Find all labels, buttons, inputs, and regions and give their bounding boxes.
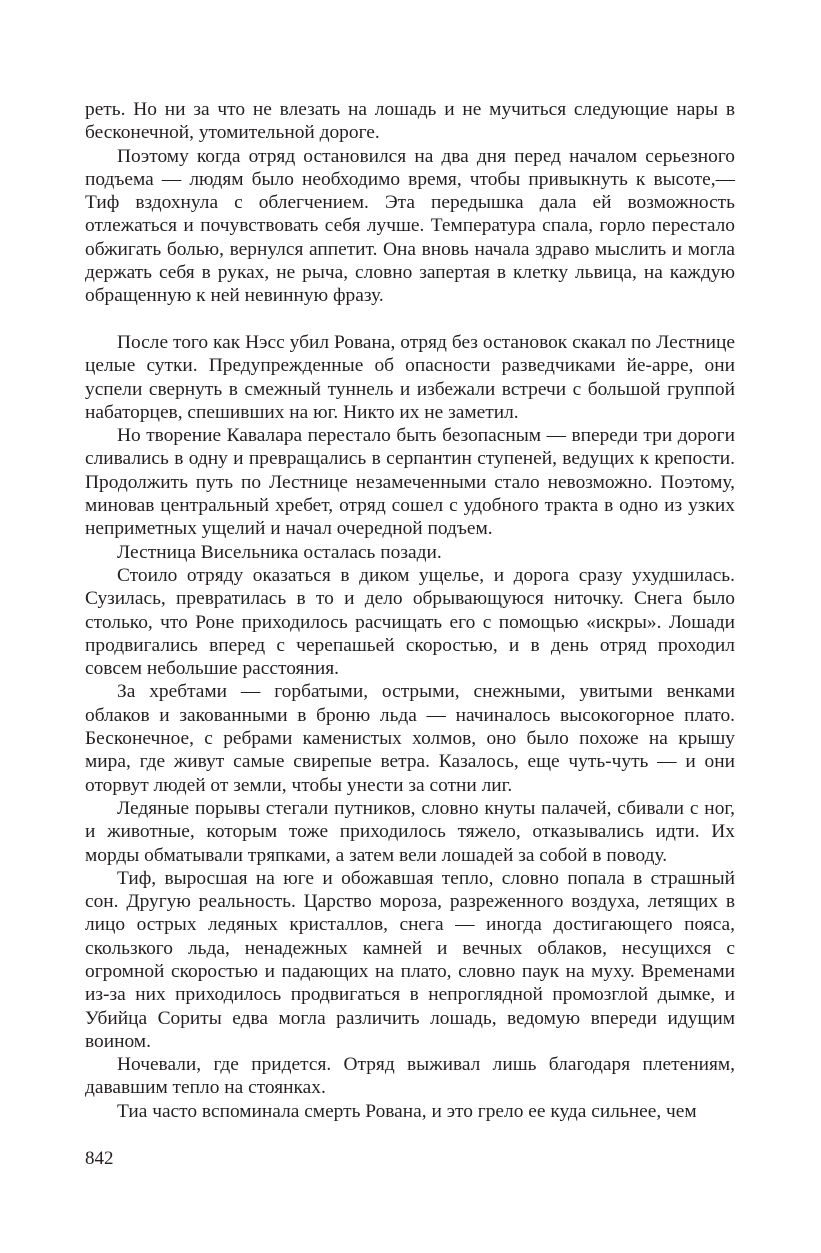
paragraph: Но творение Кавалара перестало быть безопасным — впереди три дороги сливались в одну и превращались в серпантин ступеней, ведущих к крепости. Продолжить путь по Лестнице незамеченными стало невозможно. Поэтому, миновав центральный хребет, отряд сошел с удобного тракта в одно из узких неприметных ущелий и начал очередной подъем. bbox=[85, 425, 735, 540]
paragraph: Тиф, выросшая на юге и обожавшая тепло, словно попала в страшный сон. Другую реальность. Царство мороза, разреженного воздуха, летящих в лицо острых ледяных кристаллов, снега — иногда достигающего пояса, скользкого льда, ненадежных камней и вечных облаков, несущихся с огромной скоростью и падающих на плато, словно паук на муху. Временами из-за них приходилось продвигаться в непроглядной промозглой дымке, и Убийца Сориты едва могла различить лошадь, ведомую впереди идущим воином. bbox=[85, 867, 735, 1052]
body-text bbox=[85, 98, 735, 1123]
paragraph: После того как Нэсс убил Рована, отряд без остановок скакал по Лестнице целые сутки. Предупрежденные об опасности разведчиками йе-арре, они успели свернуть в смежный туннель и избежали встречи с большой группой набаторцев, спешивших на юг. Никто их не заметил. bbox=[85, 331, 735, 423]
paragraph: реть. Но ни за что не влезать на лошадь и не мучиться следующие нары в бесконечной, утомительной дороге. bbox=[85, 99, 735, 144]
page-number: 842 bbox=[85, 1148, 114, 1169]
paragraph: За хребтами — горбатыми, острыми, снежными, увитыми венками облаков и закованными в броню льда — начиналось высокогорное плато. Бесконечное, с ребрами каменистых холмов, оно было похоже на крышу мира, где живут самые свирепые ветра. Казалось, еще чуть-чуть — и они оторвут людей от земли, чтобы унести за сотни лиг. bbox=[85, 681, 735, 796]
paragraph: Ночевали, где придется. Отряд выживал лишь благодаря плетениям, дававшим тепло на стоянках. bbox=[85, 1054, 735, 1099]
section-break bbox=[85, 308, 735, 331]
paragraph: Поэтому когда отряд остановился на два дня перед началом серьезного подъема — людям было необходимо время, чтобы привыкнуть к высоте,— Тиф вздохнула с облегчением. Эта передышка дала ей возможность отлежаться и почувствовать себя лучше. Температура спала, горло перестало обжигать болью, вернулся аппетит. Она вновь начала здраво мыслить и могла держать себя в руках, не рыча, словно запертая в клетку львица, на каждую обращенную к ней невинную фразу. bbox=[85, 145, 735, 307]
paragraph: Стоило отряду оказаться в диком ущелье, и дорога сразу ухудшилась. Сузилась, превратилась в то и дело обрывающуюся ниточку. Снега было столько, что Роне приходилось расчищать его с помощью «искры». Лошади продвигались вперед с черепашьей скоростью, и в день отряд проходил совсем небольшие расстояния. bbox=[85, 564, 735, 680]
paragraph: Тиа часто вспоминала смерть Рована, и это грело ее куда сильнее, чем bbox=[117, 1100, 697, 1122]
paragraph: Ледяные порывы стегали путников, словно кнуты палачей, сбивали с ног, и животные, которым тоже приходилось тяжело, отказывались идти. Их морды обматывали тряпками, а затем вели лошадей за собой в поводу. bbox=[85, 797, 735, 866]
paragraph: Лестница Висельника осталась позади. bbox=[117, 541, 442, 563]
